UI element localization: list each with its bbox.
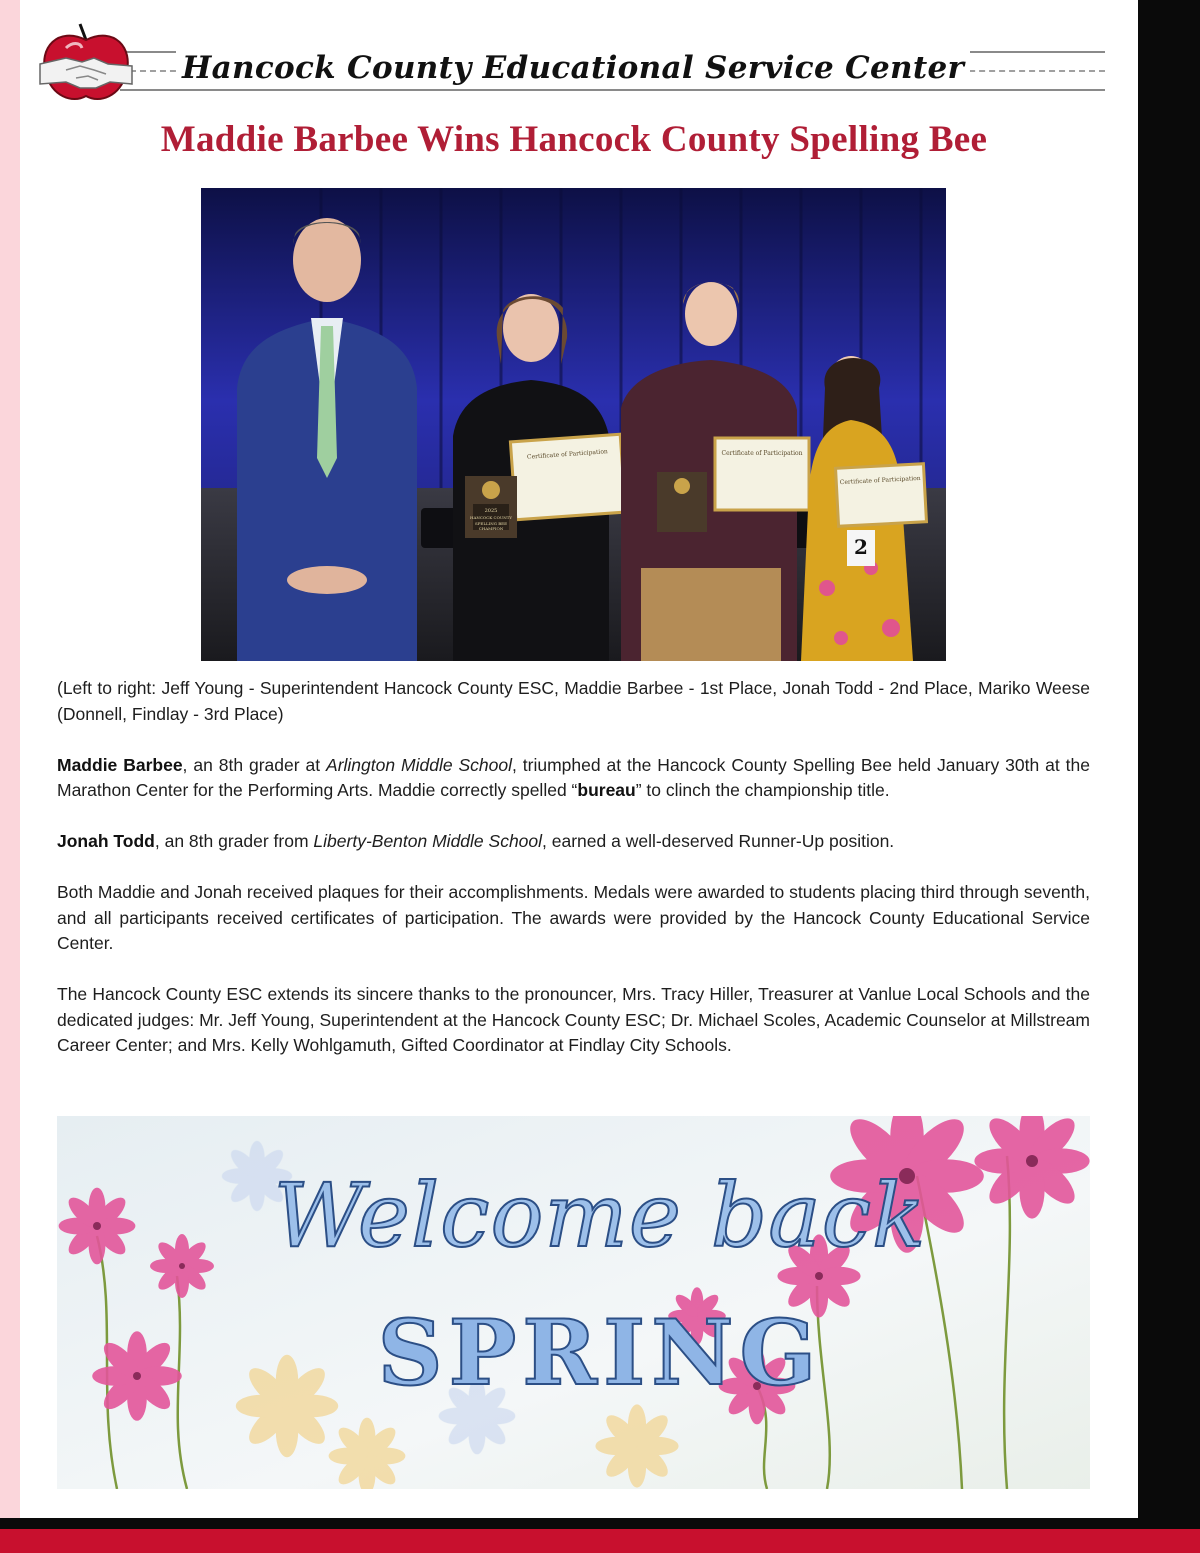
- paragraph-awards: Both Maddie and Jonah received plaques for their accomplishments. Medals were awarded to students placing third through seventh, and all participants received certificates of participation. The awards were provided by the Hancock County Educational Service Center.: [57, 882, 1090, 953]
- p1-text-1: , an 8th grader at: [182, 754, 327, 775]
- winner-name: Maddie Barbee: [57, 754, 183, 775]
- photo-caption: (Left to right: Jeff Young - Superintendent Hancock County ESC, Maddie Barbee - 1st Place, Jonah Todd - 2nd Place, Mariko Weese (Donnell, Findlay - 3rd Place): [57, 678, 1090, 724]
- plaque-1-year: 2025: [484, 508, 498, 514]
- banner-welcome-back: Welcome back: [273, 1164, 927, 1267]
- runner-up-school: Liberty-Benton Middle School: [313, 831, 543, 851]
- left-pink-strip: [0, 0, 20, 1518]
- p2-text-2: , earned a well-deserved Runner-Up position.: [542, 831, 895, 851]
- org-name: Hancock County Educational Service Center: [176, 50, 970, 86]
- article-body: [57, 676, 1090, 1084]
- group-photo: [201, 188, 946, 661]
- article-headline: Maddie Barbee Wins Hancock County Spelling Bee: [160, 119, 988, 160]
- certificate-2-title: Certificate of Participation: [721, 450, 803, 457]
- winner-school: Arlington Middle School: [326, 754, 512, 775]
- p1-text-3: ” to clinch the championship title.: [635, 780, 890, 800]
- runner-up-name: Jonah Todd: [57, 831, 155, 851]
- header-rule-bottom: [120, 89, 1105, 91]
- paragraph-thanks: The Hancock County ESC extends its sincere thanks to the pronouncer, Mrs. Tracy Hiller, Treasurer at Vanlue Local Schools and the dedicated judges: Mr. Jeff Young, Superintendent at the Hancock County ESC; Dr. Michael Scoles, Academic Counselor at Millstream Career Center; and Mrs. Kelly Wohlgamuth, Gifted Coordinator at Findlay City Schools.: [57, 984, 1090, 1055]
- bottom-black-bar: [0, 1518, 1200, 1529]
- bottom-red-bar: [0, 1529, 1200, 1553]
- plaque-1-county: HANCOCK COUNTY: [469, 515, 513, 520]
- banner-spring: SPRING: [377, 1300, 823, 1406]
- paragraph-runner-up: [57, 829, 1090, 855]
- right-black-strip: [1138, 0, 1200, 1518]
- certificate-1-title: Certificate of Participation: [526, 448, 609, 461]
- apple-handshake-logo: [36, 18, 136, 108]
- bib-number: 2: [854, 535, 868, 559]
- newsletter-header: [30, 10, 1105, 110]
- paragraph-winner: [57, 753, 1090, 804]
- p1-text-2: , triumphed at the Hancock County Spelling Bee held January 30th at the Marathon Center for the Performing Arts. Maddie correctly spelled “: [57, 754, 1090, 800]
- plaque-1-title: CHAMPION: [478, 526, 504, 531]
- p2-text-1: , an 8th grader from: [154, 831, 314, 851]
- certificate-3-title: Certificate of Participation: [839, 474, 921, 487]
- winning-word: bureau: [577, 780, 636, 800]
- plaque-1-event: SPELLING BEE: [475, 521, 507, 526]
